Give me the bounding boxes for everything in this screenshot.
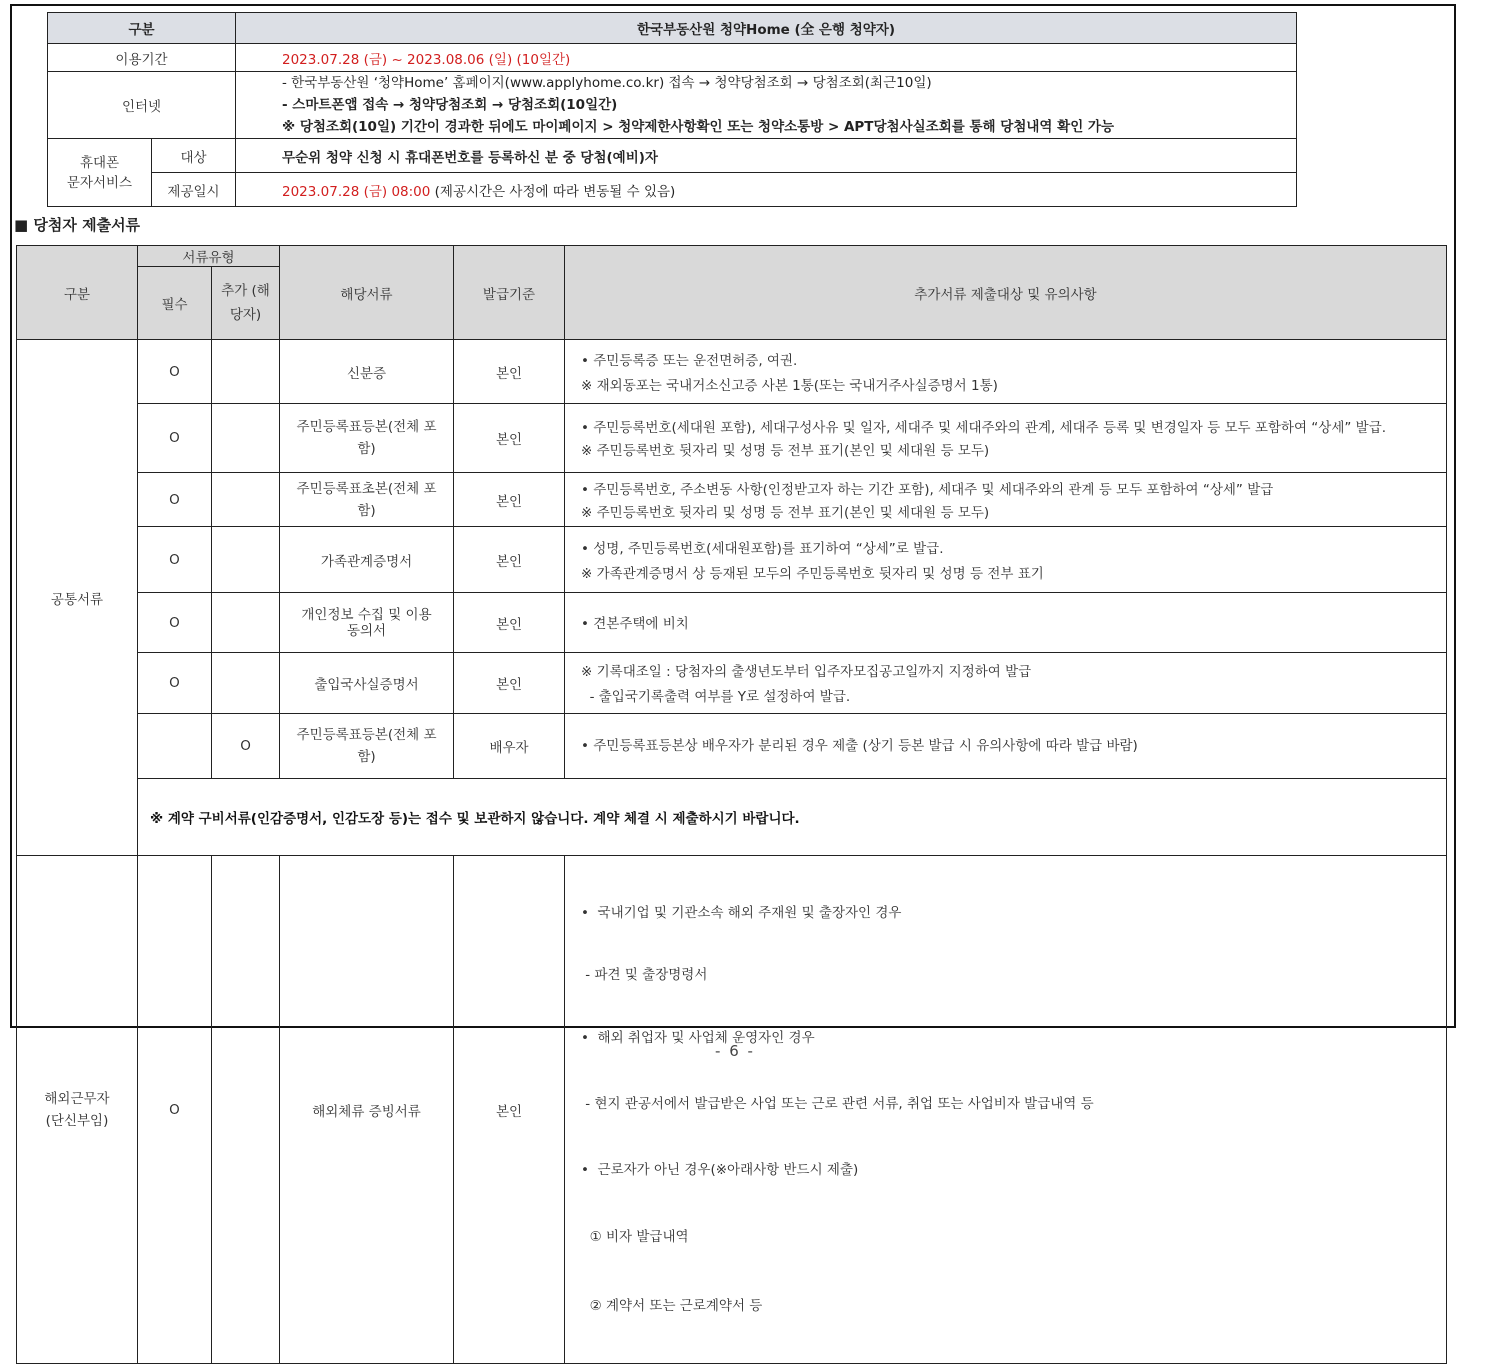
contract-docs-warning: ※ 계약 구비서류(인감증명서, 인감도장 등)는 접수 및 보관하지 않습니다. 계약 체결 시 제출하시기 바랍니다. — [138, 779, 1447, 856]
issuer: 본인 — [454, 404, 565, 473]
additional-mark — [212, 653, 280, 714]
note-line: • 주민등록번호, 주소변동 사항(인정받고자 하는 기간 포함), 세대주 및 세대주와의 관계 등 모두 포함하여 “상세” 발급 — [581, 481, 1274, 498]
internet-line-1: - 한국부동산원 ‘청약Home’ 홈페이지(www.applyhome.co.kr) 접속 → 청약당첨조회 → 당첨조회(최근10일) — [282, 75, 932, 91]
note-line: ① 비자 발급내역 — [581, 1229, 689, 1245]
document-name: 개인정보 수집 및 이용동의서 — [280, 593, 454, 653]
sms-label-line-1: 휴대폰 — [79, 154, 120, 171]
note-line: ※ 기록대조일 : 당첨자의 출생년도부터 입주자모집공고일까지 지정하여 발급 — [581, 664, 1032, 680]
note-line: ※ 주민등록번호 뒷자리 및 성명 등 전부 표기(본인 및 세대원 등 모두) — [581, 443, 990, 459]
additional-mark — [212, 593, 280, 653]
internet-line-2: - 스마트폰앱 접속 → 청약당첨조회 → 당첨조회(10일간) — [282, 97, 618, 113]
additional-mark — [212, 473, 280, 527]
date-label: 제공일시 — [152, 173, 236, 207]
note-line: • 국내기업 및 기관소속 해외 주재원 및 출장자인 경우 — [581, 905, 902, 921]
col-category: 구분 — [17, 246, 138, 340]
header-service: 한국부동산원 청약Home (全 은행 청약자) — [236, 13, 1297, 44]
issuer: 본인 — [454, 653, 565, 714]
sms-label-line-2: 문자서비스 — [66, 174, 133, 191]
required-mark — [138, 714, 212, 779]
additional-mark — [212, 856, 280, 1364]
date-value-red: 2023.07.28 (금) 08:00 — [282, 183, 431, 200]
note-line: ※ 재외동포는 국내거소신고증 사본 1통(또는 국내거주사실증명서 1통) — [581, 377, 998, 394]
period-label: 이용기간 — [48, 44, 236, 72]
notes-cell — [565, 527, 1447, 593]
date-value-note: (제공시간은 사정에 따라 변동될 수 있음) — [430, 183, 676, 200]
document-name: 주민등록표등본(전체 포함) — [280, 714, 454, 779]
note-line: • 성명, 주민등록번호(세대원포함)를 표기하여 “상세”로 발급. — [581, 540, 944, 557]
required-documents-table — [16, 245, 1447, 1364]
note-line: - 출입국기록출력 여부를 Y로 설정하여 발급. — [581, 689, 851, 705]
additional-mark: O — [212, 714, 280, 779]
notes-cell — [565, 473, 1447, 527]
additional-mark — [212, 340, 280, 404]
document-name: 해외체류 증빙서류 — [280, 856, 454, 1364]
page-number: - 6 - — [715, 1042, 755, 1060]
notes-cell — [565, 593, 1447, 653]
additional-mark — [212, 527, 280, 593]
note-line: • 해외 취업자 및 사업체 운영자인 경우 — [581, 1030, 815, 1046]
required-mark: O — [138, 340, 212, 404]
notes-cell — [565, 714, 1447, 779]
note-line: - 파견 및 출장명령서 — [581, 967, 708, 983]
required-mark: O — [138, 653, 212, 714]
document-name: 주민등록표등본(전체 포함) — [280, 404, 454, 473]
overseas-label-line-1: 해외근무자 — [44, 1090, 110, 1107]
section-title: ■ 당첨자 제출서류 — [14, 216, 141, 234]
note-line: • 주민등록표등본상 배우자가 분리된 경우 제출 (상기 등본 발급 시 유의사항에 따라 발급 바람) — [581, 737, 1138, 754]
date-value — [236, 173, 1297, 207]
col-additional: 추가 (해당자) — [212, 267, 280, 340]
col-issuer: 발급기준 — [454, 246, 565, 340]
common-docs-label: 공통서류 — [17, 340, 138, 856]
col-required: 필수 — [138, 267, 212, 340]
note-line: ※ 주민등록번호 뒷자리 및 성명 등 전부 표기(본인 및 세대원 등 모두) — [581, 504, 990, 521]
overseas-label — [17, 856, 138, 1364]
target-label: 대상 — [152, 139, 236, 173]
note-line: • 주민등록번호(세대원 포함), 세대구성사유 및 일자, 세대주 및 세대주와의 관계, 세대주 등록 및 변경일자 등 모두 포함하여 “상세” 발급. — [581, 420, 1387, 436]
col-doc-type: 서류유형 — [138, 246, 280, 267]
document-name: 출입국사실증명서 — [280, 653, 454, 714]
required-mark: O — [138, 593, 212, 653]
issuer: 배우자 — [454, 714, 565, 779]
note-line: ② 계약서 또는 근로계약서 등 — [581, 1298, 763, 1314]
issuer: 본인 — [454, 340, 565, 404]
col-document: 해당서류 — [280, 246, 454, 340]
document-name: 가족관계증명서 — [280, 527, 454, 593]
target-value: 무순위 청약 신청 시 휴대폰번호를 등록하신 분 중 당첨(예비)자 — [236, 139, 1297, 173]
document-name: 주민등록표초본(전체 포함) — [280, 473, 454, 527]
internet-label: 인터넷 — [48, 72, 236, 139]
period-value: 2023.07.28 (금) ~ 2023.08.06 (일) (10일간) — [236, 44, 1297, 72]
note-line: • 견본주택에 비치 — [581, 616, 689, 632]
note-line: ※ 가족관계증명서 상 등재된 모두의 주민등록번호 뒷자리 및 성명 등 전부 표기 — [581, 565, 1044, 582]
required-mark: O — [138, 527, 212, 593]
additional-mark — [212, 404, 280, 473]
notes-cell — [565, 340, 1447, 404]
header-category: 구분 — [48, 13, 236, 44]
note-line: • 주민등록증 또는 운전면허증, 여권. — [581, 352, 798, 369]
issuer: 본인 — [454, 593, 565, 653]
document-name: 신분증 — [280, 340, 454, 404]
winner-inquiry-table — [47, 12, 1297, 207]
notes-cell — [565, 653, 1447, 714]
issuer: 본인 — [454, 527, 565, 593]
internet-line-3: ※ 당첨조회(10일) 기간이 경과한 뒤에도 마이페이지 > 청약제한사항확인 또는 청약소통방 > APT당첨사실조회를 통해 당첨내역 확인 가능 — [282, 119, 1115, 135]
notes-cell — [565, 404, 1447, 473]
overseas-label-line-2: (단신부임) — [45, 1112, 109, 1129]
notes-cell — [565, 856, 1447, 1364]
required-mark: O — [138, 473, 212, 527]
required-mark: O — [138, 856, 212, 1364]
sms-label — [48, 139, 152, 207]
note-line: - 현지 관공서에서 발급받은 사업 또는 근로 관련 서류, 취업 또는 사업비자 발급내역 등 — [581, 1096, 1094, 1112]
col-notes: 추가서류 제출대상 및 유의사항 — [565, 246, 1447, 340]
note-line: • 근로자가 아닌 경우(※아래사항 반드시 제출) — [581, 1162, 859, 1178]
required-mark: O — [138, 404, 212, 473]
issuer: 본인 — [454, 856, 565, 1364]
issuer: 본인 — [454, 473, 565, 527]
